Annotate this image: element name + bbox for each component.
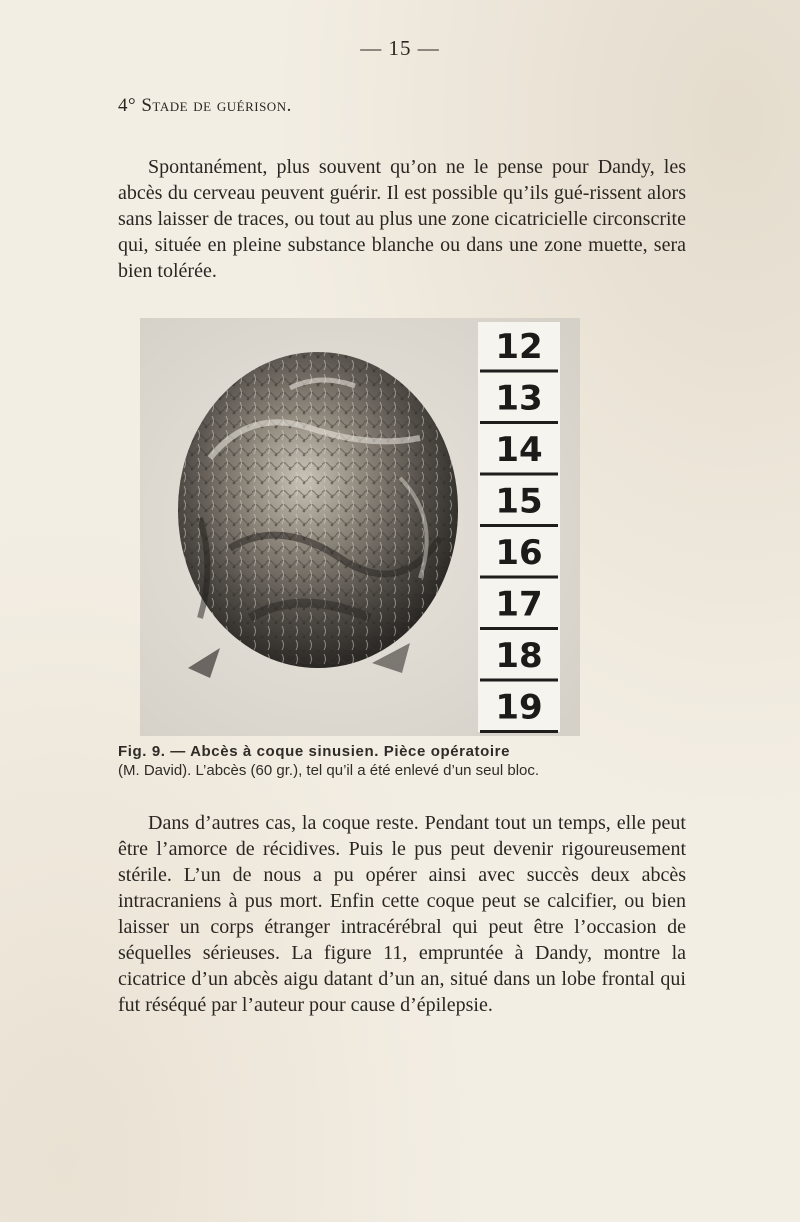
- ruler-division-line: [480, 524, 558, 527]
- figure-9-photo: [140, 318, 580, 736]
- figure-caption-label: Fig. 9. — Abcès à coque sinusien. Pièce opératoire: [118, 743, 511, 760]
- ruler-division-line: [480, 576, 558, 579]
- measuring-ruler: [478, 322, 560, 733]
- ruler-number: 15: [495, 481, 543, 522]
- ruler-number: 14: [495, 430, 543, 470]
- figure-caption: [118, 742, 686, 780]
- ruler-number: 16: [495, 533, 543, 573]
- ruler-division-line: [480, 627, 558, 630]
- ruler-number: 12: [495, 327, 543, 367]
- ruler-division-line: [480, 421, 558, 424]
- paragraph-1: Spontanément, plus souvent qu’on ne le pense pour Dandy, les abcès du cerveau peuvent guérir. Il est possible qu’ils gué-rissent alors sans laisser de traces, ou tout au plus une zone cicatricielle circonscrite qui, située en pleine substance blanche ou dans une zone muette, sera bien tolérée.: [118, 156, 686, 282]
- ruler-division-line: [480, 473, 558, 476]
- ruler-number: 13: [495, 378, 543, 419]
- ruler-number: 17: [495, 584, 543, 625]
- page-number: — 15 —: [360, 36, 440, 60]
- abscess-photo-svg: [140, 318, 580, 736]
- ruler-number: 19: [495, 687, 543, 728]
- ruler-division-line: [480, 679, 558, 682]
- figure-caption-text: (M. David). L’abcès (60 gr.), tel qu’il a été enlevé d’un seul bloc.: [118, 762, 540, 779]
- paragraph-2: Dans d’autres cas, la coque reste. Pendant tout un temps, elle peut être l’amorce de récidives. Puis le pus peut devenir rigoureusement stérile. L’un de nous a pu opérer ainsi avec succès deux abcès intracraniens à pus mort. Enfin cette coque peut se calcifier, ou bien laisser un corps étranger intracérébral qui peut être l’occasion de séquelles sérieuses. La figure 11, empruntée à Dandy, montre la cicatrice d’un abcès aigu datant d’un an, situé dans un lobe frontal qui fut réséqué par l’auteur pour cause d’épilepsie.: [118, 812, 686, 1016]
- ruler-division-line: [480, 370, 558, 373]
- section-heading: 4° Stade de guérison.: [118, 95, 292, 116]
- ruler-number: 18: [495, 636, 543, 676]
- ruler-division-line: [480, 730, 558, 733]
